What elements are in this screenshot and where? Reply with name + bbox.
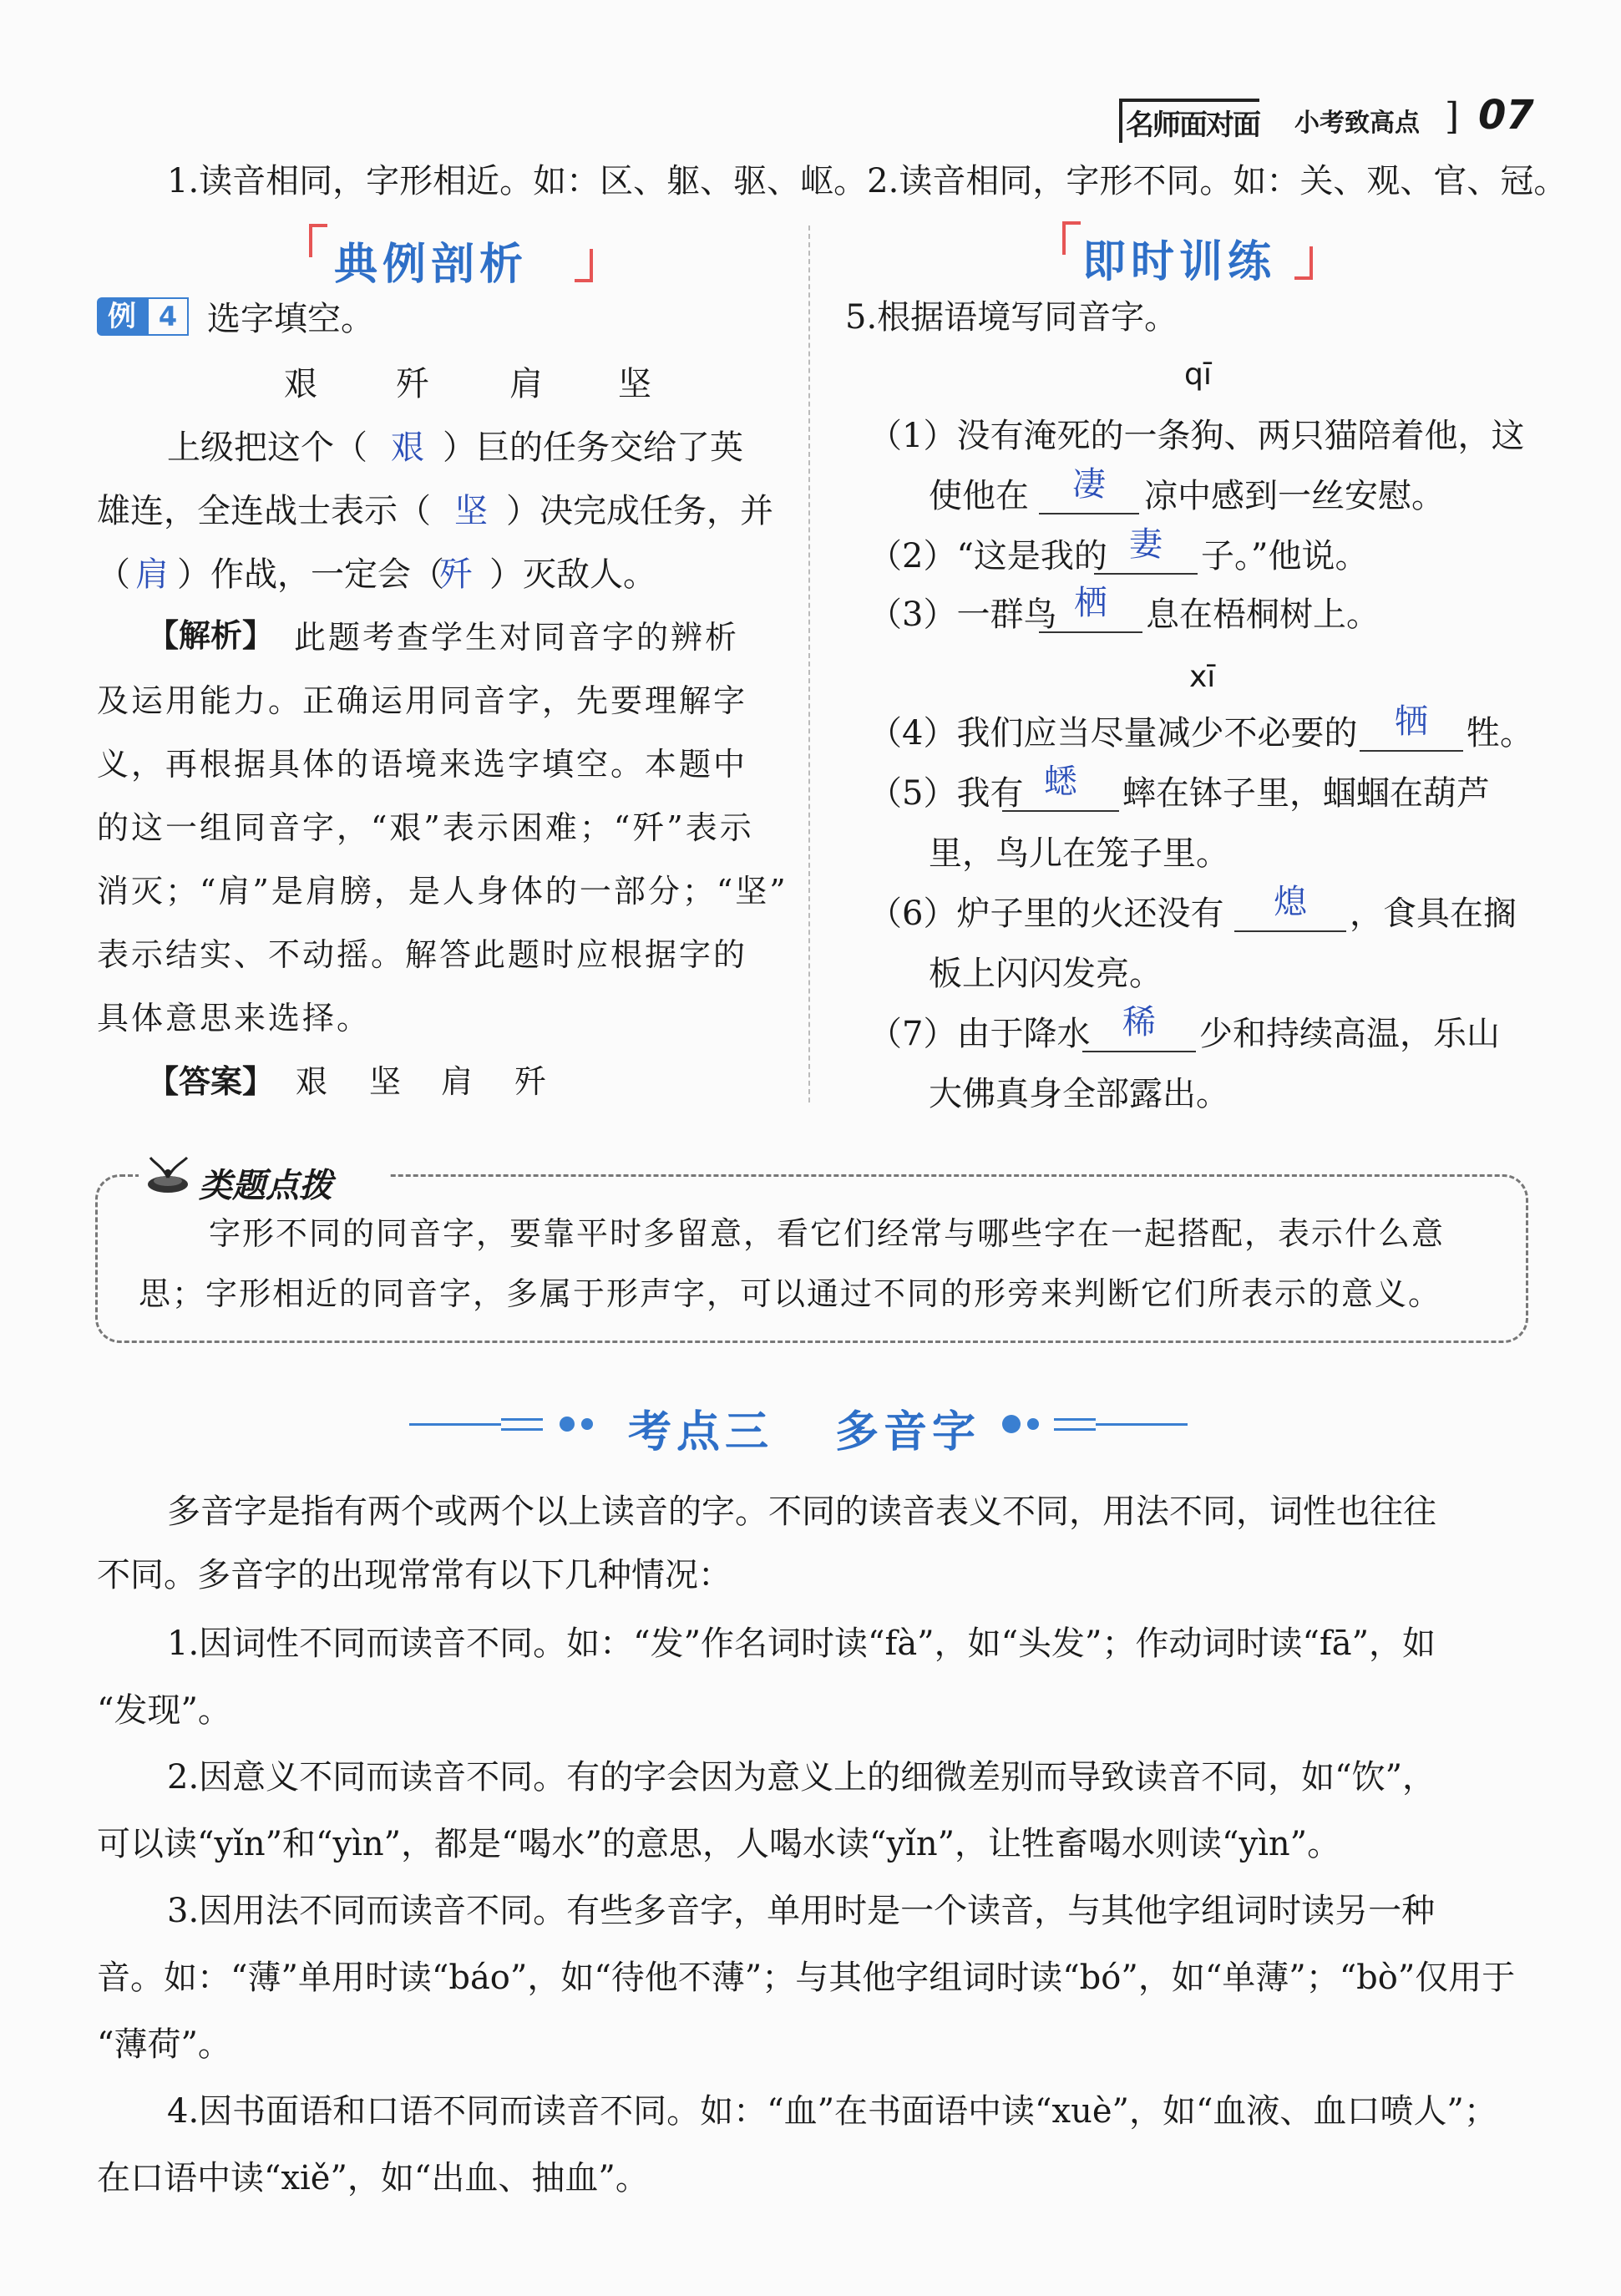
ink-stone-icon [145,1154,190,1196]
item-2-fill: 妻 [1129,525,1163,564]
section3-heading [409,1393,1211,1457]
sentence-3-fill2: 歼 [439,555,473,594]
answer-3: 肩 [441,1063,474,1100]
item-1-line-2a: 使他在 [929,477,1029,515]
analysis-label: 【解析】 [147,616,275,654]
sentence-3-after: ）灭敌人。 [489,555,656,594]
item-7-line-a: （7）由于降水 [869,1015,1091,1053]
intro-line: 1.读音相同，字形相近。如：区、躯、驱、岖。2.读音相同，字形不同。如：关、观、官、冠。 [167,162,1568,200]
item-4-line-b: 牲。 [1466,714,1533,753]
item-3-line-b: 息在梧桐树上。 [1146,596,1380,634]
item-6-line-a: （6）炉子里的火还没有 [869,895,1224,933]
para-1-line-0: 1.因词性不同而读音不同。如：“发”作名词时读“fà”，如“头发”；作动词时读“fā”，如 [167,1624,1436,1663]
analysis-block [97,616,790,1037]
item-5-line-a: （5）我有 [869,774,1024,813]
item-6-fill: 熄 [1274,883,1307,921]
item-5-blank [1002,810,1119,812]
choice-row [284,367,702,404]
example-prompt: 选字填空。 [207,300,374,338]
item-1-fill: 凄 [1072,465,1106,504]
para-3-line-0: 3.因用法不同而读音不同。有些多音字，单用时是一个读音，与其他字组词时读另一种 [167,1892,1436,1930]
tip-line-1: 字形不同的同音字，要靠平时多留意，看它们经常与哪些字在一起搭配，表示什么意 [209,1215,1446,1252]
choice-1: 艰 [284,365,317,403]
item-2-blank [1094,573,1198,575]
item-5-line-c: 里，鸟儿在笼子里。 [929,834,1229,873]
example-badge-number: 4 [147,297,189,336]
analysis-line-1: 此题考查学生对同音字的辨析 [294,619,740,656]
right-section-title: 即时训练 [1082,237,1277,287]
sentence-line-2 [97,494,790,535]
analysis-line-2: 及运用能力。正确运用同音字，先要理解字 [97,682,748,719]
sentence-3-mid: ）作战，一定会（ [177,555,444,594]
answer-row [147,1062,732,1106]
sentence-line-3 [97,555,790,598]
brand-name: 名师面对面 [1119,99,1259,143]
tip-title: 类题点拨 [199,1166,332,1205]
item-3-fill: 栖 [1074,584,1107,622]
item-4-blank [1360,750,1463,752]
sentence-2-fill: 坚 [454,492,488,530]
item-1-line-2b: 凉中感到一丝安慰。 [1144,477,1445,515]
para-2-line-0: 2.因意义不同而读音不同。有的字会因为意义上的细微差别而导致读音不同，如“饮”， [167,1758,1436,1797]
item-3-blank [1039,631,1142,633]
para-4-line-1: 在口语中读“xiě”，如“出血、抽血”。 [97,2159,649,2197]
sentence-1-fill: 艰 [391,428,424,467]
analysis-line-7: 具体意思来选择。 [97,1000,372,1036]
sentence-2-before: 雄连，全连战士表示（ [97,492,431,530]
item-7-line-b: 少和持续高温，乐山 [1199,1015,1500,1053]
analysis-line-3: 义，再根据具体的语境来选字填空。本题中 [97,746,748,783]
item-5-line-b: 蟀在钵子里，蝈蝈在葫芦 [1122,774,1490,813]
example-badge [97,297,187,336]
item-6-line-b: ，食具在搁 [1350,895,1517,933]
section3-title-a: 考点三 [628,1407,774,1457]
item-7-fill: 稀 [1122,1003,1156,1042]
item-2-line-b: 子。”他说。 [1201,537,1369,575]
column-divider [808,226,810,1102]
analysis-line-5: 消灭；“肩”是肩膀，是人身体的一部分；“坚” [97,873,788,910]
header-subtitle: 小考致高点 [1294,109,1420,138]
para-2-line-1: 可以读“yǐn”和“yìn”，都是“喝水”的意思，人喝水读“yǐn”，让牲畜喝水则读“yìn”。 [97,1825,1341,1863]
pinyin-qi: qī [1184,357,1212,392]
para-3-line-1: 音。如：“薄”单用时读“báo”，如“待他不薄”；与其他字组词时读“bó”，如“单薄”；“bò”仅用于 [97,1959,1516,1997]
item-6-line-c: 板上闪闪发亮。 [929,955,1163,993]
para-0-line-1: 不同。多音字的出现常常有以下几种情况： [97,1556,732,1594]
answer-label: 【答案】 [147,1062,275,1100]
para-3-line-2: “薄荷”。 [97,2025,231,2064]
exercise-question: 5.根据语境写同音字。 [845,298,1178,337]
analysis-line-6: 表示结实、不动摇。解答此题时应根据字的 [97,936,748,973]
item-4-line-a: （4）我们应当尽量减少不必要的 [869,714,1358,753]
item-1-blank [1039,513,1139,514]
item-6-blank [1234,930,1346,932]
answer-2: 坚 [369,1063,402,1100]
left-section-header [309,224,593,290]
item-3-line-a: （3）一群鸟 [869,596,1057,634]
para-0-line-0: 多音字是指有两个或两个以上读音的字。不同的读音表义不同，用法不同，词性也往往 [167,1493,1436,1531]
example-badge-label: 例 [97,297,147,336]
sentence-2-after: ）决完成任务，并 [506,492,773,530]
item-5-fill: 蟋 [1044,763,1077,801]
sentence-line-1 [167,428,785,471]
sentence-3-before: （ [97,555,130,594]
page-number: 07 [1478,92,1534,139]
choice-3: 肩 [509,365,543,403]
section3-title-b: 多音字 [835,1407,981,1457]
choice-4: 坚 [618,365,651,403]
sentence-1-before: 上级把这个（ [167,428,367,467]
item-7-blank [1082,1051,1196,1052]
item-2-line-a: （2）“这是我的 [869,537,1107,575]
answer-4: 歼 [514,1063,547,1100]
page-header [1111,90,1545,140]
tip-line-2: 思；字形相近的同音字，多属于形声字，可以通过不同的形旁来判断它们所表示的意义。 [139,1275,1442,1312]
sentence-1-after: ）巨的任务交给了英 [443,428,743,467]
item-7-line-c: 大佛真身全部露出。 [929,1075,1229,1113]
header-bracket: ] [1445,95,1460,138]
tip-header [139,1153,389,1205]
right-section-header [1062,221,1313,287]
para-1-line-1: “发现”。 [97,1691,231,1730]
item-1-line-1: （1）没有淹死的一条狗、两只猫陪着他，这 [869,417,1525,455]
para-4-line-0: 4.因书面语和口语不同而读音不同。如：“血”在书面语中读“xuè”，如“血液、血口喷人”； [167,2092,1497,2131]
choice-2: 歼 [396,365,429,403]
pinyin-xi: xī [1189,660,1216,694]
left-section-title: 典例剖析 [334,240,529,290]
answer-1: 艰 [296,1063,328,1100]
sentence-3-fill: 肩 [135,555,169,594]
analysis-line-4: 的这一组同音字，“艰”表示困难；“歼”表示 [97,809,754,846]
item-4-fill: 牺 [1395,702,1428,741]
